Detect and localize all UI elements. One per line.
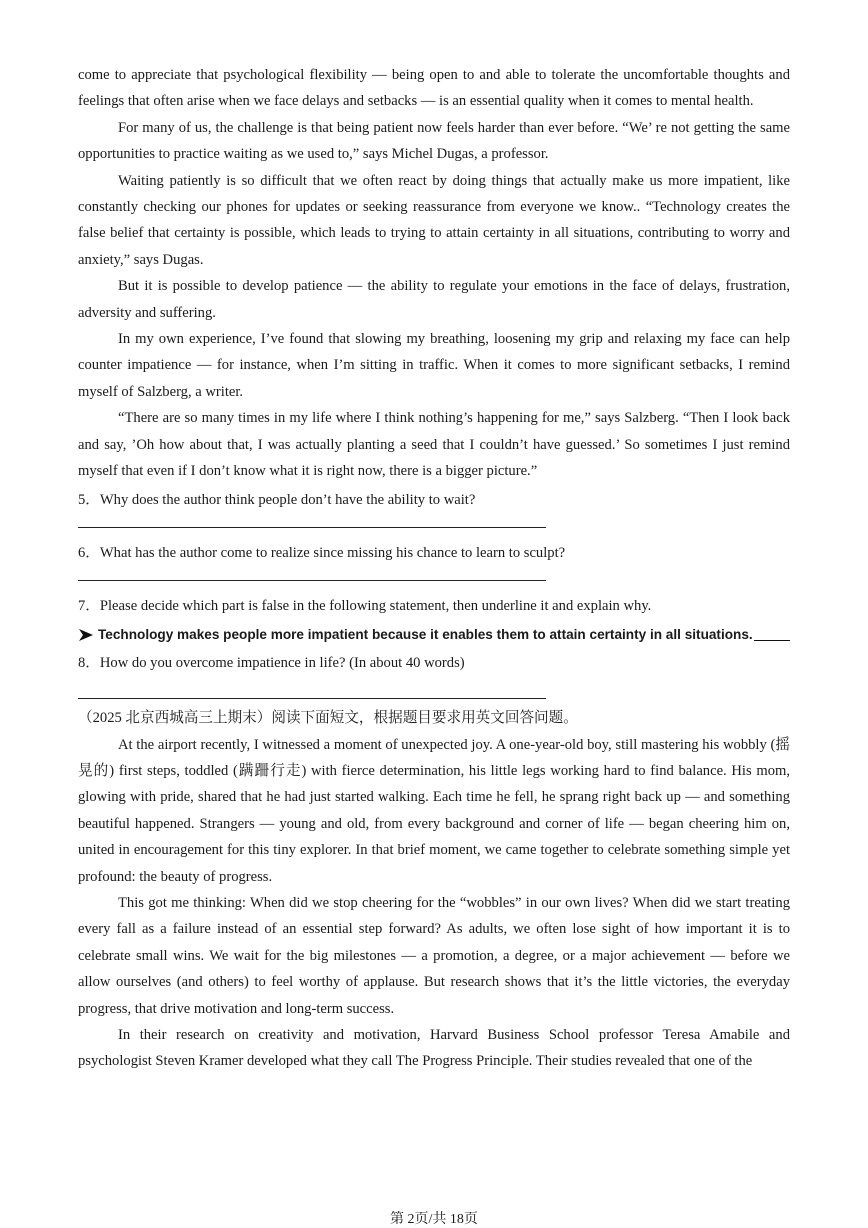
question-7-statement-row [78, 620, 790, 650]
arrow-bullet-icon [78, 628, 94, 642]
question-6: 6．What has the author come to realize since missing his chance to learn to sculpt? [78, 544, 566, 561]
passage2-paragraph: At the airport recently, I witnessed a moment of unexpected joy. A one-year-old boy, still mastering his wobbly (摇晃的) first steps, toddled (蹒跚行走) with fierce determination, his little legs working hard to find balance. His mom, glowing with pride, shared that he had just started walking. Each time he fell, he sprang right back up — and something beautiful happened. Strangers — young and old, from every background and corner of life — began cheering him on, united in encouragement for this tiny explorer. In that brief moment, we came together to celebrate something simple yet profound: the beauty of progress. [78, 736, 790, 885]
passage1-paragraph: Waiting patiently is so difficult that we often react by doing things that actually make us more impatient, like constantly checking our phones for updates or seeking reassurance from everyone we know.. “Technology creates the false belief that certainty is possible, which leads to trying to attain certainty in all situations, contributing to worry and anxiety,” says Dugas. [78, 172, 790, 268]
passage2-paragraph: In their research on creativity and motivation, Harvard Business School professor Teresa Amabile and psychologist Steven Kramer developed what they call The Progress Principle. Their studies revealed that one of the [78, 1027, 790, 1070]
answer-line-5[interactable] [78, 527, 546, 528]
passage1-paragraph: In my own experience, I’ve found that slowing my breathing, loosening my grip and relaxing my face can help counter impatience — for instance, when I’m sitting in traffic. When it comes to more significant setbacks, I remind myself of Salzberg, a writer. [78, 331, 790, 400]
question-7: 7．Please decide which part is false in the following statement, then underline it and explain why. [78, 598, 652, 615]
passage1-paragraph: But it is possible to develop patience — the ability to regulate your emotions in the face of delays, frustration, adversity and suffering. [78, 278, 790, 321]
question-7-statement: Technology makes people more impatient because it enables them to attain certainty in all situations. [98, 626, 753, 642]
passage2-source: （2025 北京西城高三上期末）阅读下面短文，根据题目要求用英文回答问题。 [78, 710, 578, 727]
passage1-paragraph: “There are so many times in my life where I think nothing’s happening for me,” says Salzberg. “Then I look back and say, ’Oh how about that, I was actually planting a seed that I couldn’t have guessed.’ So sometimes I just remind myself that even if I don’t know what it is right now, there is a bigger picture.” [78, 410, 790, 480]
page-content [78, 62, 790, 1075]
answer-line-6[interactable] [78, 580, 546, 581]
question-8: 8．How do you overcome impatience in life? (In about 40 words) [78, 654, 465, 671]
passage2-paragraph: This got me thinking: When did we stop cheering for the “wobbles” in our own lives? When did we start treating every fall as a failure instead of an essential step forward? As adults, we often lose sight of how important it is to celebrate small wins. We wait for the big milestones — a promotion, a degree, or a major achievement — before we allow ourselves (and others) to feel worthy of applause. But research shows that it’s the little victories, the everyday progress, that drive motivation and long-term success. [78, 894, 790, 1017]
passage1-paragraph: For many of us, the challenge is that being patient now feels harder than ever before. “We’ re not getting the same opportunities to practice waiting as we used to,” says Michel Dugas, a professor. [78, 119, 790, 163]
question-5: 5．Why does the author think people don’t have the ability to wait? [78, 491, 476, 508]
page-number: 第 2页/共 18页 [390, 1212, 478, 1227]
passage1-paragraph: come to appreciate that psychological flexibility — being open to and able to tolerate the uncomfortable thoughts and feelings that often arise when we face delays and setbacks — is an essential quality when it comes to mental health. [78, 67, 790, 110]
answer-blank-7[interactable] [754, 628, 790, 641]
answer-line-8[interactable] [78, 698, 546, 699]
page-footer [0, 1208, 868, 1228]
